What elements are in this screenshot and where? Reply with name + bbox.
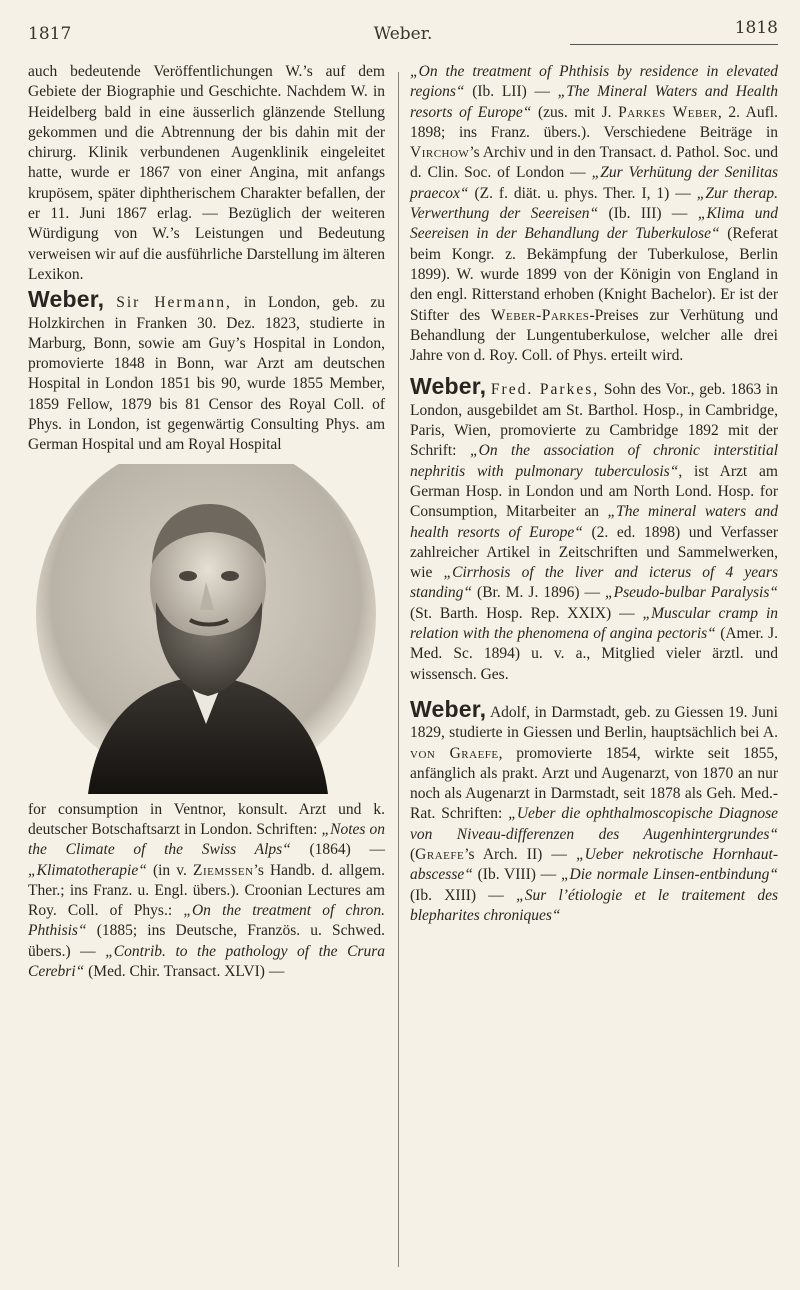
entry-name: Adolf, <box>489 703 531 721</box>
entry-fred-parkes-weber: Weber, Fred. Parkes, Sohn des Vor., geb. 1863 in London, ausgebildet am St. Barthol. Hosp., in Cambridge, Paris, Wien, promovierte zu Cambridge 1892 mit der Schrift: „On the association of chronic interstitial nephritis with pulmonary tuberculosis“, ist Arzt am German Hosp. in London und am North Lond. Hosp. for Consumption, Mitarbeiter an „The mineral waters and health resorts of Europe“ (2. ed. 1898) und Verfasser zahlreicher Artikel in Zeitschriften und Sammelwerken, wie „Cirrhosis of the liver and icterus of 4 years standing“ (Br. M. J. 1896) — „Pseudo-bulbar Paralysis“ (St. Barth. Hosp. Rep. XXIX) — „Muscular cramp in relation with the phenomena of angina pectoris“ (Amer. J. Med. Sc. 1894) u. v. a., Mitglied vieler ärztl. und wissensch. Ges. <box>410 373 779 683</box>
work-title: „Klimatotherapie“ <box>28 861 147 879</box>
entry-hermann-weber-cont2: „On the treatment of Phthisis by residence in elevated regions“ (Ib. LII) — „The Mineral Waters and Health resorts of Europe“ (zus. mit J. Parkes Weber, 2. Aufl. 1898; ins Franz. übers.). Verschiedene Beiträge in Virchow’s Archiv und in den Transact. d. Pathol. Soc. und d. Clin. Soc. of London — „Zur Verhütung der Senilitas praecox“ (Z. f. diät. u. phys. Ther. I, 1) — „Zur therap. Verwerthung der Seereisen“ (Ib. III) — „Klima und Seereisen in der Behandlung der Tuberkulose“ (Referat beim Kongr. z. Bekämpfung der Tuberkulose, Berlin 1899). W. wurde 1899 von der Königin von England in den engl. Ritterstand erhoben (Knight Bachelor). Er ist der Stifter des Weber-Parkes-Preises zur Verhütung und Behandlung der Lungentuberkulose, welcher alle drei Jahre von d. Roy. Coll. of Phys. erteilt wird. <box>410 63 778 365</box>
right-column <box>410 62 778 926</box>
person-name: Parkes Weber <box>618 103 718 121</box>
work-title: „Pseudo-bulbar Paralysis“ <box>605 584 778 602</box>
entry-hermann-weber <box>28 286 385 455</box>
left-column-number: 1817 <box>28 24 72 44</box>
work-title: „On the association of chronic interstitial nephritis with pulmonary tuberculosis“ <box>410 442 779 480</box>
work-title: „Zur therap. Verwerthung der Seereisen“ <box>410 184 778 223</box>
work-title: „On the treatment of Phthisis by residence in elevated regions“ <box>410 63 778 101</box>
work-title: „Notes on the Climate of the Swiss Alps“ <box>28 820 385 859</box>
continued-paragraph: auch bedeutende Veröffentlichungen W.’s auf dem Gebiete der Biographie und Geschichte. Nachdem W. in Heidelberg bald in eine äusserlich glänzende Stellung gekommen und die Abtrennung der bis dahin mit der chirurg. Klinik verbundenen Augenklinik eingeleitet hatte, wurde er 1867 von einer Angina, mit anfangs krupösem, später diphtherischem Charakter befallen, der er 11. Juni 1867 erlag. — Bezüglich der weiteren Würdigung von W.’s Leistungen und Bedeutung verweisen wir auf die ausführliche Darstellung im älteren Lexikon. <box>28 63 385 283</box>
column-divider <box>398 72 399 1267</box>
right-column-number: 1818 <box>734 18 778 38</box>
person-name: Ziemssen <box>192 861 254 879</box>
running-title: Weber. <box>373 24 433 44</box>
work-title: „On the treatment of chron. Phthisis“ <box>28 902 385 940</box>
work-title: „Sur l’étiologie et le traitement des blepharites chroniques“ <box>410 886 778 924</box>
work-title: „Ueber die ophthalmoscopische Diagnose von Niveau-differenzen des Augenhintergrundes“ <box>410 805 778 843</box>
work-title: „Die normale Linsen-entbindung“ <box>560 866 778 884</box>
entry-name: Sir Hermann, <box>116 294 232 312</box>
work-title: „Contrib. to the pathology of the Crura Cerebri“ <box>28 942 385 981</box>
work-title: „Cirrhosis of the liver and icterus of 4 years standing“ <box>410 564 778 602</box>
entry-headword: Weber, <box>410 373 487 400</box>
work-title: „Klima und Seereisen in der Behandlung der Tuberkulose“ <box>410 205 778 243</box>
portrait-image <box>28 464 385 794</box>
entry-text: in London, geb. zu Holzkirchen in Franken 30. Dez. 1823, studierte in Marburg, Bonn, sowie am Guy’s Hospital in London, promovierte 1848 in Bonn, war Arzt am deutschen Hospital in London 1851 bis 90, wurde 1855 Member, 1859 Fellow, 1879 bis 81 Censor des Royal Coll. of Phys. in London, ist gegenwärtig Consulting Phys. am German Hospital und am Royal Hospital <box>28 294 385 454</box>
person-name: Virchow <box>410 144 470 162</box>
header-rule <box>570 44 778 45</box>
person-name: Weber-Parkes <box>490 306 590 324</box>
entry-name: Fred. Parkes, <box>490 381 600 399</box>
work-title: „Ueber nekrotische Hornhaut-abscesse“ <box>410 845 778 884</box>
left-column <box>28 62 385 982</box>
entry-headword: Weber, <box>28 286 105 313</box>
work-title: „Muscular cramp in relation with the phenomena of angina pectoris“ <box>410 604 779 643</box>
work-title: „The mineral waters and health resorts of Europe“ <box>410 503 778 541</box>
person-name: von Graefe <box>410 744 499 762</box>
entry-headword: Weber, <box>410 695 487 722</box>
work-title: „Zur Verhütung der Senilitas praecox“ <box>410 164 778 202</box>
entry-adolf-weber: Weber, Adolf, in Darmstadt, geb. zu Giessen 19. Juni 1829, studierte in Giessen und Berlin, hauptsächlich bei A. von Graefe, promovierte 1854, wirkte seit 1855, anfänglich als prakt. Arzt und Augenarzt, von 1870 an nur noch als Augenarzt in Darmstadt, seit 1878 als Geh. Med.-Rat. Schriften: „Ueber die ophthalmoscopische Diagnose von Niveau-differenzen des Augenhintergrundes“ (Graefe’s Arch. II) — „Ueber nekrotische Hornhaut-abscesse“ (Ib. VIII) — „Die normale Linsen-entbindung“ (Ib. XIII) — „Sur l’étiologie et le traitement des blepharites chroniques“ <box>410 695 778 924</box>
portrait-photo-icon <box>28 464 385 794</box>
person-name: Graefe <box>415 845 465 863</box>
work-title: „The Mineral Waters and Health resorts of Europe“ <box>410 83 778 121</box>
entry-hermann-weber-cont: for consumption in Ventnor, konsult. Arzt und k. deutscher Botschaftsarzt in London. Schriften: „Notes on the Climate of the Swiss Alps“ (1864) — „Klimatotherapie“ (in v. Ziemssen’s Handb. d. allgem. Ther.; ins Franz. u. Engl. übers.). Croonian Lectures am Roy. Coll. of Phys.: „On the treatment of chron. Phthisis“ (1885; ins Deutsche, Französ. u. Schwed. übers.) — „Contrib. to the pathology of the Crura Cerebri“ (Med. Chir. Transact. XLVI) — <box>28 800 386 981</box>
